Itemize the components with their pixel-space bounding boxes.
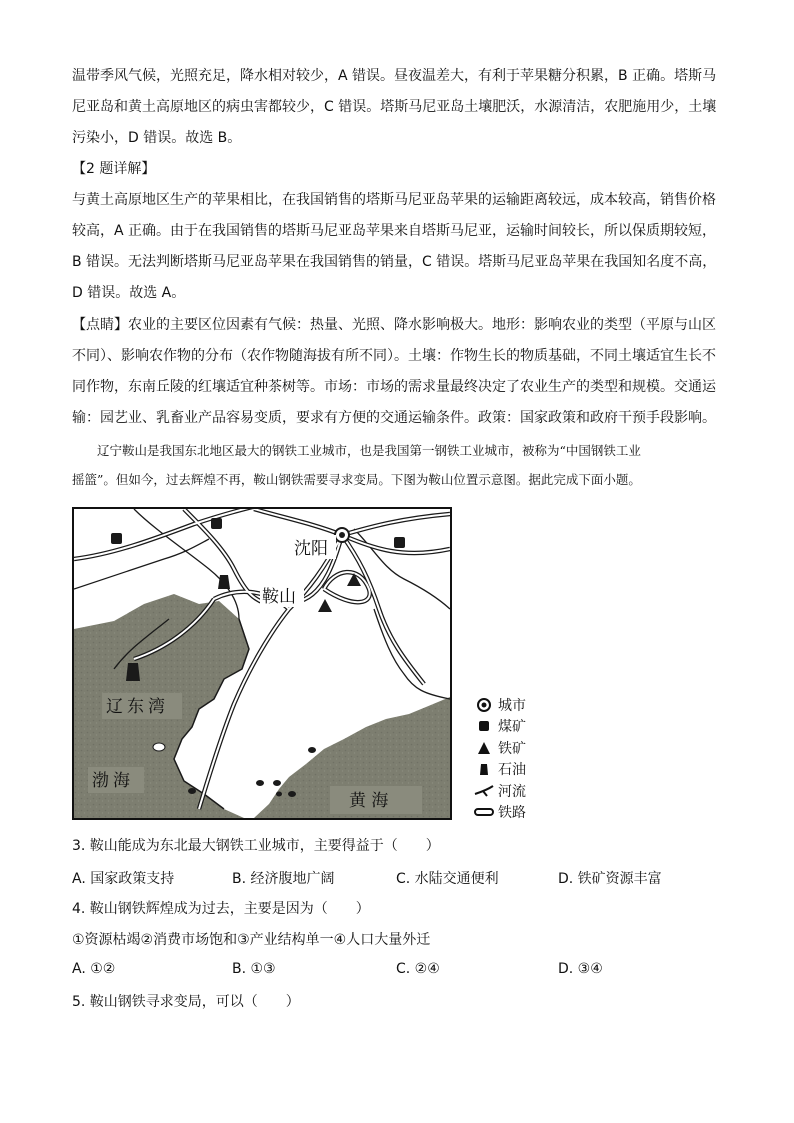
map-legend — [470, 694, 580, 823]
question-5-stem: 5. 鞍山钢铁寻求变局，可以（ ） — [72, 994, 300, 1010]
text-line: 污染小，D 错误。故选 B。 — [72, 130, 242, 146]
map-svg — [74, 509, 450, 818]
label-bohai: 渤海 — [92, 771, 134, 791]
legend-item — [470, 802, 580, 824]
option-a[interactable]: A. ①② — [72, 961, 116, 977]
legend-label: 铁矿 — [498, 740, 526, 757]
legend-label: 石油 — [498, 762, 526, 779]
legend-label: 河流 — [498, 783, 526, 800]
legend-item — [470, 694, 580, 716]
option-c[interactable]: C. ②④ — [396, 961, 440, 977]
text-line: 较高，A 正确。由于在我国销售的塔斯马尼亚岛苹果来自塔斯马尼亚，运输时间较长，所以保质期较短， — [72, 223, 717, 239]
oil-icon — [218, 575, 230, 589]
option-b[interactable]: B. 经济腹地广阔 — [232, 871, 335, 887]
legend-item — [470, 737, 580, 759]
city-icon-shenyang — [335, 528, 349, 542]
option-b[interactable]: B. ①③ — [232, 961, 276, 977]
legend-label: 城市 — [498, 697, 526, 714]
coal-mine-icon — [111, 533, 122, 544]
city-label-shenyang: 沈阳 — [294, 539, 328, 559]
text-line: B 错误。无法判断塔斯马尼亚岛苹果在我国销售的销量，C 错误。塔斯马尼亚岛苹果在我国知名度不高， — [72, 254, 717, 270]
question-3-stem: 3. 鞍山能成为东北最大钢铁工业城市，主要得益于（ ） — [72, 838, 440, 854]
answer-paragraph-1 — [72, 61, 724, 154]
option-d[interactable]: D. ③④ — [558, 961, 603, 977]
legend-item — [470, 780, 580, 802]
text-line: 输：园艺业、乳畜业产品容易变质，要求有方便的交通运输条件。政策：国家政策和政府干预手段影响。 — [72, 410, 716, 426]
question-4-options — [72, 961, 724, 981]
iron-mine-icon — [318, 599, 332, 612]
text-line: 同作物，东南丘陵的红壤适宜种茶树等。市场：市场的需求量最终决定了农业生产的类型和规模。交通运 — [72, 379, 716, 395]
text-line: D 错误。故选 A。 — [72, 285, 186, 301]
question-intro — [72, 436, 724, 494]
question-3-options — [72, 868, 724, 888]
option-d[interactable]: D. 铁矿资源丰富 — [558, 871, 662, 887]
coal-mine-icon — [211, 518, 222, 529]
oil-icon — [470, 761, 498, 777]
river-icon — [470, 783, 498, 799]
oil-icon — [126, 663, 140, 681]
text-line: 辽宁鞍山是我国东北地区最大的钢铁工业城市，也是我国第一钢铁工业城市，被称为“中国钢铁工业 — [72, 443, 641, 458]
iron-mine-icon — [470, 740, 498, 756]
coal-mine-icon — [394, 537, 405, 548]
text-line: 温带季风气候，光照充足，降水相对较少，A 错误。昼夜温差大，有利于苹果糖分积累，B 正确。塔斯马 — [72, 68, 717, 84]
text-line: 尼亚岛和黄土高原地区的病虫害都较少，C 错误。塔斯马尼亚岛土壤肥沃，水源清洁，农肥施用少，土壤 — [72, 99, 717, 115]
answer-paragraph-2 — [72, 185, 724, 309]
option-c[interactable]: C. 水陆交通便利 — [396, 871, 499, 887]
option-a[interactable]: A. 国家政策支持 — [72, 871, 175, 887]
city-label-anshan: 鞍山 — [262, 587, 296, 607]
question-4-choices: ①资源枯竭②消费市场饱和③产业结构单一④人口大量外迁 — [72, 932, 431, 948]
question-4-stem: 4. 鞍山钢铁辉煌成为过去，主要是因为（ ） — [72, 901, 370, 917]
label-yellow-sea: 黄 海 — [349, 791, 389, 811]
text-line: 与黄土高原地区生产的苹果相比，在我国销售的塔斯马尼亚岛苹果的运输距离较远，成本较高，销售价格 — [72, 192, 716, 208]
text-line: 不同）、影响农作物的分布（农作物随海拔有所不同）。土壤：作物生长的物质基础，不同土壤适宜生长不 — [72, 348, 716, 364]
city-icon — [470, 697, 498, 713]
section-heading: 【2 题详解】 — [72, 161, 156, 177]
key-point-paragraph — [72, 310, 724, 434]
coal-mine-icon — [470, 718, 498, 734]
anshan-location-map — [72, 507, 452, 820]
text-line: 【点睛】农业的主要区位因素有气候：热量、光照、降水影响极大。地形：影响农业的类型（平原与山区 — [72, 317, 716, 333]
legend-item — [470, 759, 580, 781]
railway-icon — [470, 804, 498, 820]
label-liaodong-bay: 辽东湾 — [106, 697, 169, 717]
legend-label: 煤矿 — [498, 719, 526, 736]
legend-item — [470, 716, 580, 738]
text-line: 摇篮”。但如今，过去辉煌不再，鞍山钢铁需要寻求变局。下图为鞍山位置示意图。据此完成下面小题。 — [72, 472, 641, 487]
legend-label: 铁路 — [498, 805, 526, 822]
